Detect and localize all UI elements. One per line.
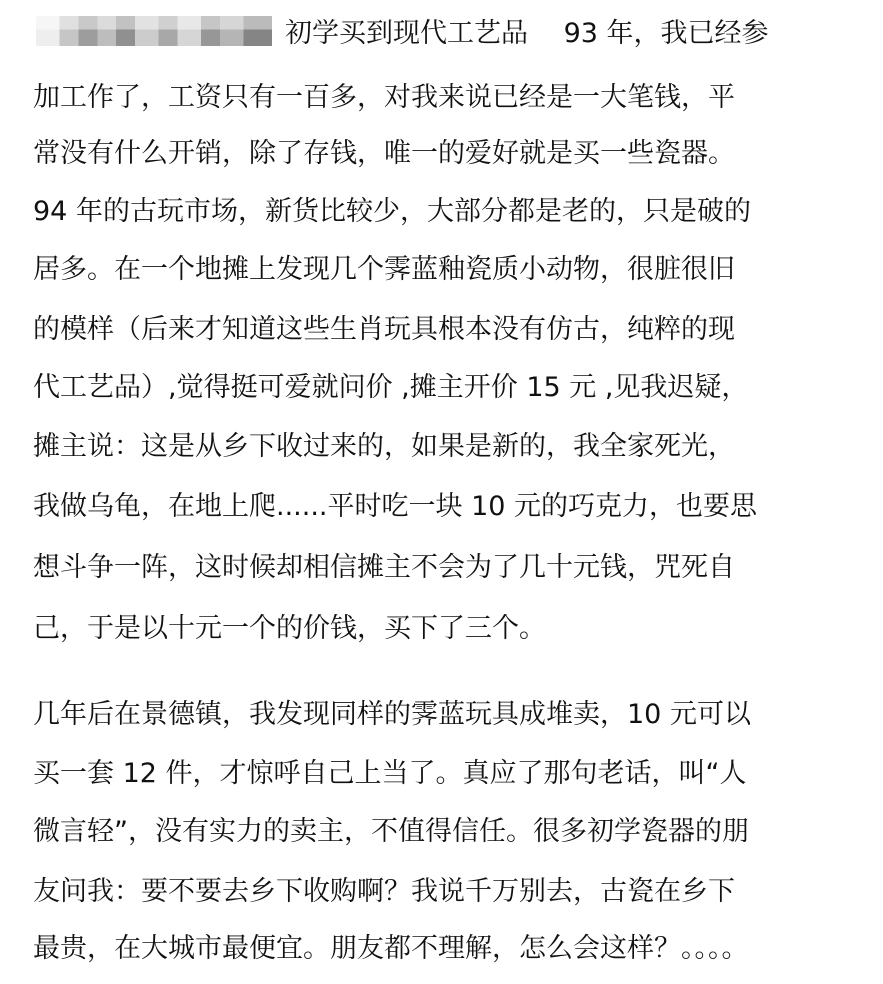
text-line: 我做乌龟，在地上爬......平时吃一块 10 元的巧克力，也要思 bbox=[33, 491, 758, 522]
redacted-author-block bbox=[36, 16, 272, 46]
text-line: 己，于是以十元一个的价钱，买下了三个。 bbox=[33, 613, 546, 644]
text-line: 初学买到现代工艺品 93 年，我已经参 bbox=[285, 18, 769, 49]
text-line: 的模样（后来才知道这些生肖玩具根本没有仿古，纯粹的现 bbox=[33, 314, 735, 345]
text-line: 常没有什么开销，除了存钱，唯一的爱好就是买一些瓷器。 bbox=[33, 138, 735, 169]
text-line: 几年后在景德镇，我发现同样的霁蓝玩具成堆卖，10 元可以 bbox=[33, 699, 751, 730]
text-line: 微言轻”，没有实力的卖主，不值得信任。很多初学瓷器的朋 bbox=[33, 816, 749, 847]
text-line: 摊主说：这是从乡下收过来的，如果是新的，我全家死光， bbox=[33, 431, 735, 462]
text-line: 最贵，在大城市最便宜。朋友都不理解，怎么会这样？。。。。 bbox=[33, 933, 749, 964]
text-line: 买一套 12 件，才惊呼自己上当了。真应了那句老话，叫“人 bbox=[33, 758, 747, 789]
text-line: 想斗争一阵，这时候却相信摊主不会为了几十元钱，咒死自 bbox=[33, 552, 735, 583]
text-line: 94 年的古玩市场，新货比较少，大部分都是老的，只是破的 bbox=[33, 196, 751, 227]
text-line: 代工艺品）,觉得挺可爱就问价 ,摊主开价 15 元 ,见我迟疑， bbox=[33, 372, 749, 403]
text-line: 居多。在一个地摊上发现几个霁蓝釉瓷质小动物，很脏很旧 bbox=[33, 254, 735, 285]
text-line: 加工作了，工资只有一百多，对我来说已经是一大笔钱，平 bbox=[33, 82, 735, 113]
text-line: 友问我：要不要去乡下收购啊？我说千万别去，古瓷在乡下 bbox=[33, 876, 735, 907]
